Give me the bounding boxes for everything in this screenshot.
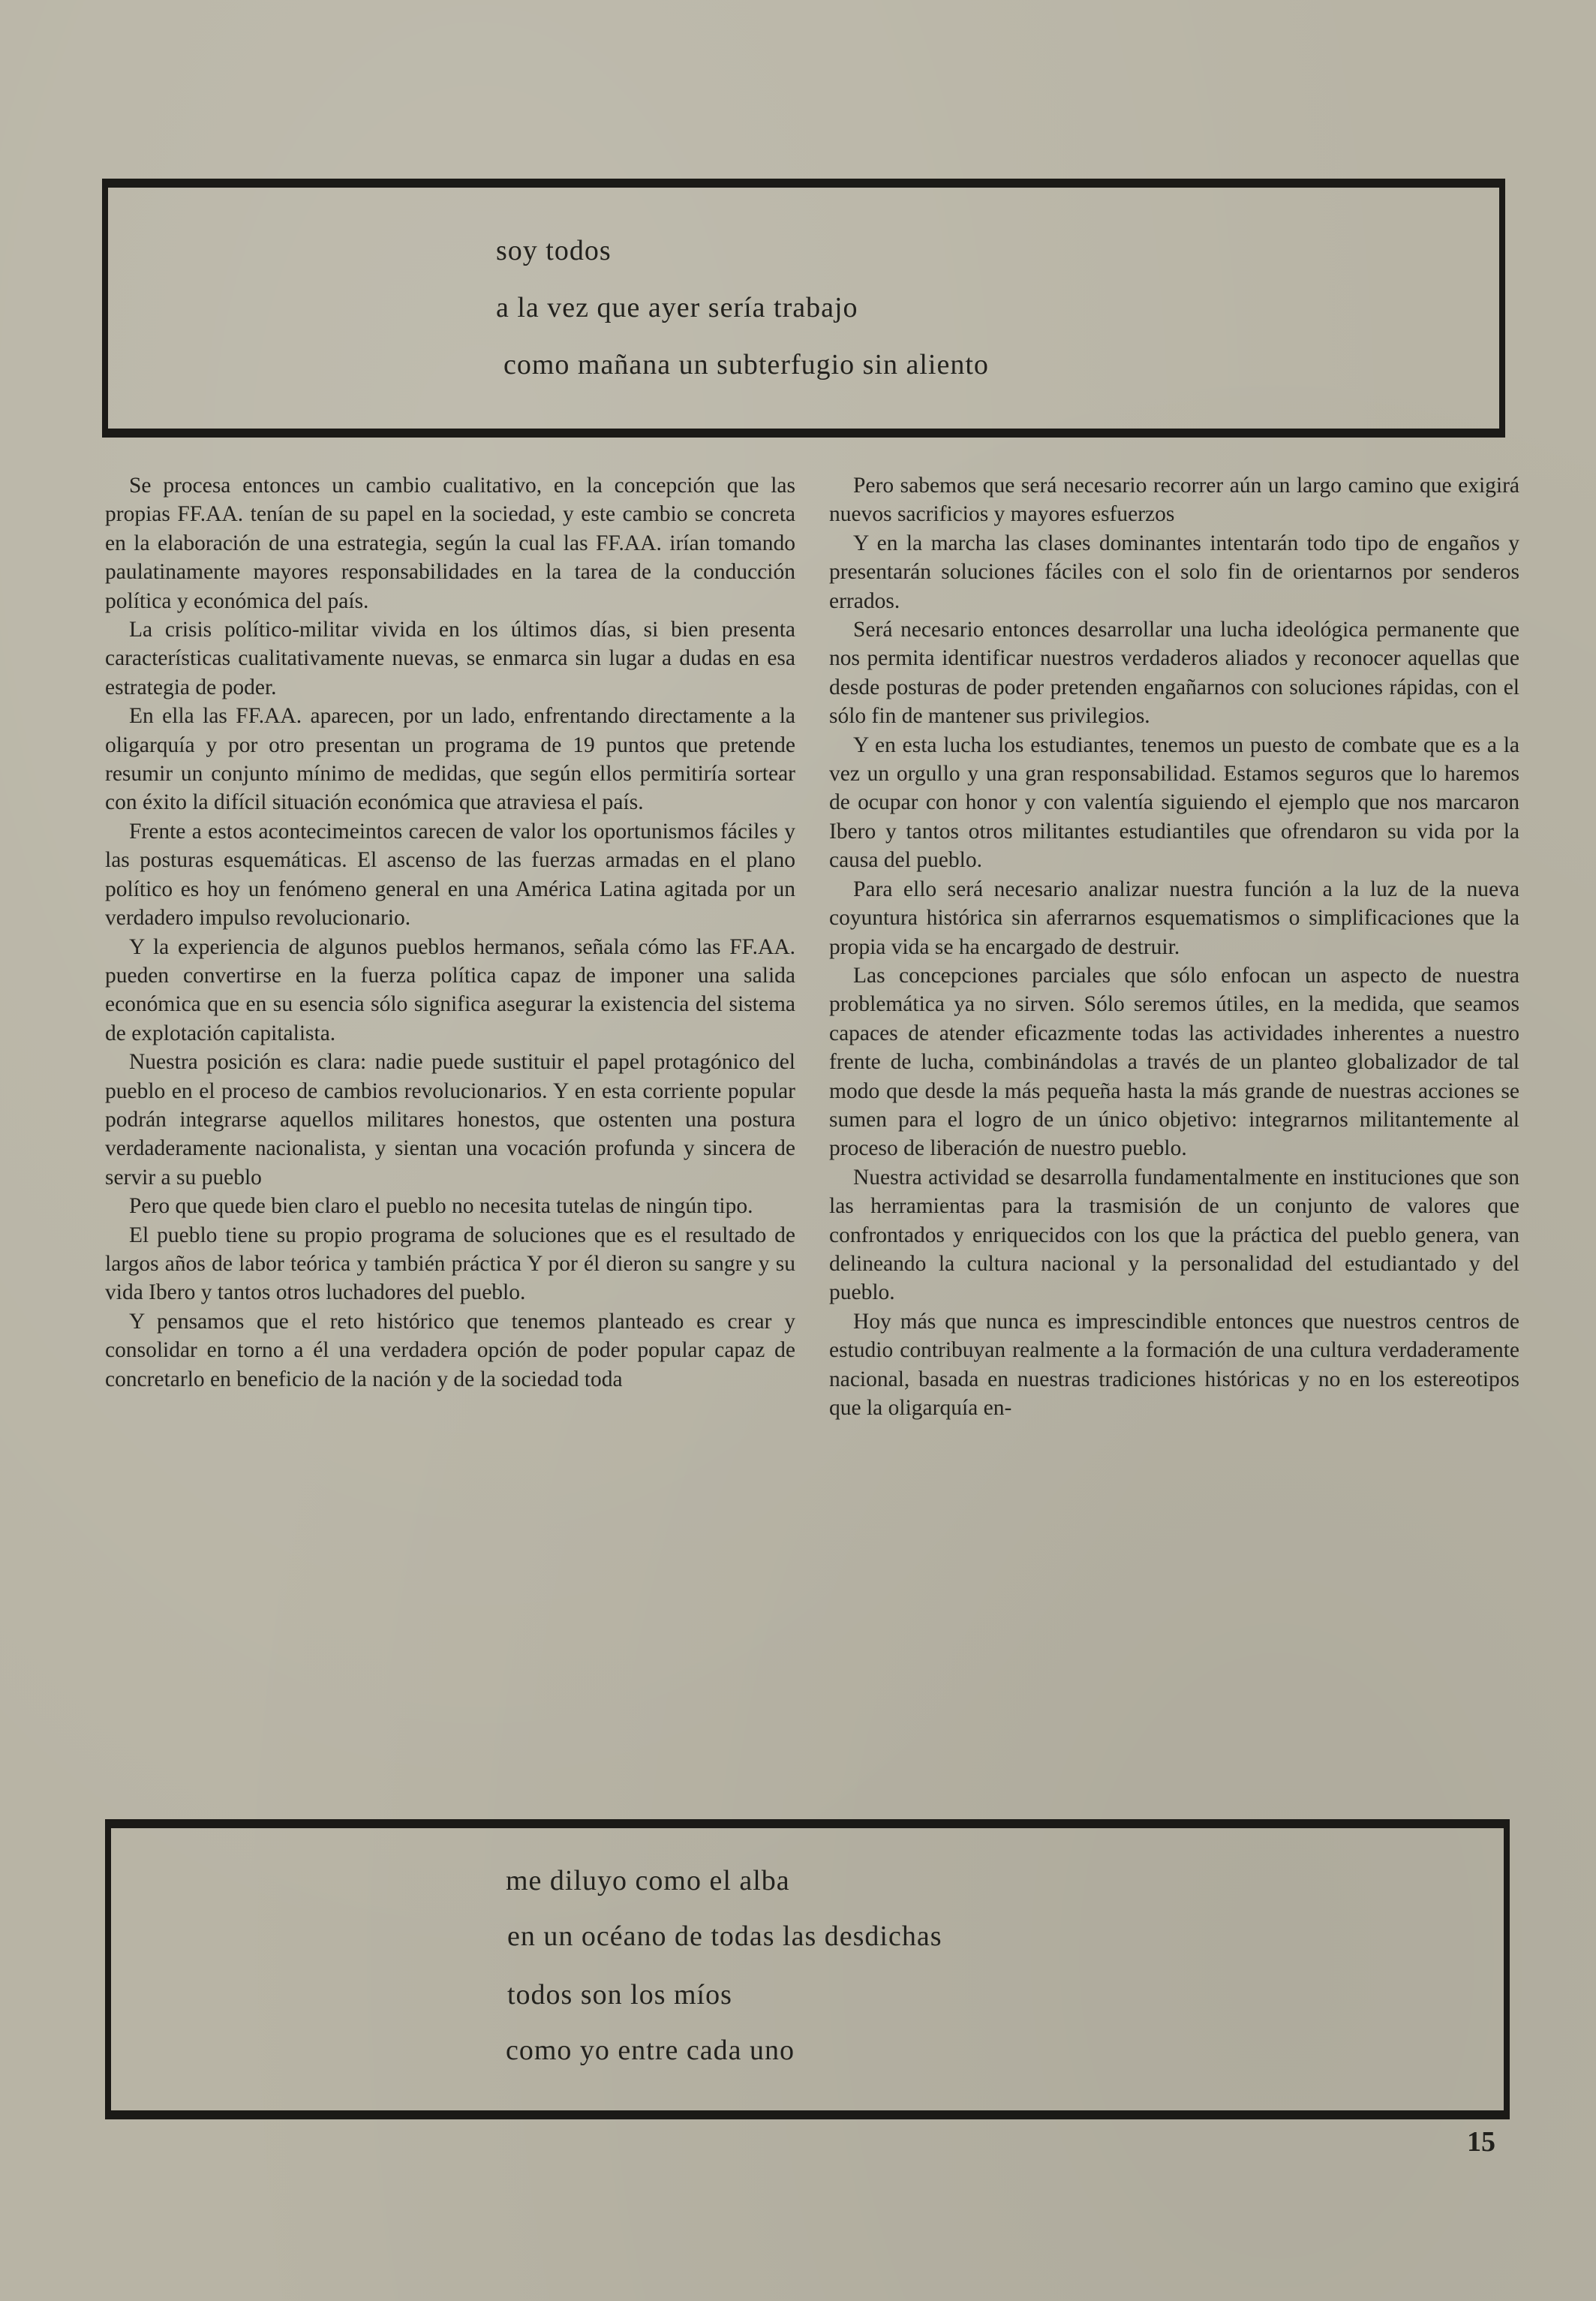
page-number: 15	[1467, 2126, 1495, 2158]
left-paragraph: Pero que quede bien claro el pueblo no necesita tutelas de ningún tipo.	[129, 1194, 753, 1219]
right-paragraph: Será necesario entonces desarrollar una lucha ideológica permanente que nos permita identificar nuestros verdaderos aliados y reconocer aquellas que desde posturas de poder pretenden engañarnos con soluciones rápidas, con el sólo fin de mantener sus privilegios.	[829, 618, 1519, 729]
left-paragraph: Y pensamos que el reto histórico que tenemos planteado es crear y consolidar en torno a él una verdadera opción de poder popular capaz de concretarlo en beneficio de la nación y de la sociedad toda	[105, 1309, 795, 1391]
right-paragraph: Las concepciones parciales que sólo enfocan un aspecto de nuestra problemática ya no sirven. Sólo seremos útiles, en la medida, que seamos capaces de atender eficazmente todas las actividades inherentes a nuestro frente de lucha, combinándolas a través de un planteo globalizador de tal modo que desde la más pequeña hasta la más grande de nuestras acciones se sumen para el logro de un único objetivo: integrarnos militantemente al proceso de liberación de nuestro pueblo.	[829, 963, 1519, 1161]
right-paragraph: Y en esta lucha los estudiantes, tenemos un puesto de combate que es a la vez un orgullo y una gran responsabilidad. Estamos seguros que lo haremos de ocupar con honor y con valentía siguiendo el ejemplo que nos marcaron Ibero y tantos otros militantes estudiantiles que ofrendaron su vida por la causa del pueblo.	[829, 732, 1519, 873]
poem-box-bottom	[105, 1819, 1510, 2119]
right-column	[829, 471, 1519, 1422]
right-paragraph: Pero sabemos que será necesario recorrer aún un largo camino que exigirá nuevos sacrificios y mayores esfuerzos	[829, 474, 1519, 527]
poem-top-line-1: soy todos	[496, 235, 612, 266]
poem-top-line-2: a la vez que ayer sería trabajo	[496, 292, 858, 323]
left-paragraph: La crisis político-militar vivida en los últimos días, si bien presenta características cualitativamente nuevas, se enmarca sin lugar a dudas en esa estrategia de poder.	[105, 618, 795, 699]
right-paragraph: Nuestra actividad se desarrolla fundamentalmente en instituciones que son las herramientas para la trasmisión de un conjunto de valores que confrontados y enriquecidos con los que la práctica del pueblo genera, van delineando la cultura nacional y la personalidad del estudiantado y del pueblo.	[829, 1165, 1519, 1305]
left-paragraph: Y la experiencia de algunos pueblos hermanos, señala cómo las FF.AA. pueden convertirse en la fuerza política capaz de imponer una salida económica que en su esencia sólo significa asegurar la existencia del sistema de explotación capitalista.	[105, 934, 795, 1045]
left-column	[105, 471, 795, 1394]
left-paragraph: Frente a estos acontecimeintos carecen de valor los oportunismos fáciles y las posturas esquemáticas. El ascenso de las fuerzas armadas en el plano político es hoy un fenómeno general en una América Latina agitada por un verdadero impulso revolucionario.	[105, 819, 795, 931]
right-paragraph: Para ello será necesario analizar nuestra función a la luz de la nueva coyuntura histórica sin aferrarnos esquematismos o simplificaciones que la propia vida se ha encargado de destruir.	[829, 877, 1519, 959]
poem-top-line-3: como mañana un subterfugio sin aliento	[503, 349, 989, 380]
poem-bottom-line-3: todos son los míos	[507, 1979, 732, 2011]
poem-bottom-line-4: como yo entre cada uno	[506, 2035, 795, 2066]
left-paragraph: El pueblo tiene su propio programa de soluciones que es el resultado de largos años de labor teórica y también práctica Y por él dieron su sangre y su vida Ibero y tantos otros luchadores del pueblo.	[105, 1223, 795, 1305]
poem-bottom-line-2: en un océano de todas las desdichas	[507, 1921, 942, 1952]
left-paragraph: En ella las FF.AA. aparecen, por un lado, enfrentando directamente a la oligarquía y por otro presentan un programa de 19 puntos que pretende resumir un conjunto mínimo de medidas, que según ellos permitiría sortear con éxito la difícil situación económica que atraviesa el país.	[105, 704, 795, 815]
left-paragraph: Nuestra posición es clara: nadie puede sustituir el papel protagónico del pueblo en el proceso de cambios revolucionarios. Y en esta corriente popular podrán integrarse aquellos militares honestos, que ostenten una postura verdaderamente nacionalista, y sientan una vocación profunda y sincera de servir a su pueblo	[105, 1050, 795, 1190]
right-paragraph: Y en la marcha las clases dominantes intentarán todo tipo de engaños y presentarán soluciones fáciles con el solo fin de orientarnos por senderos errados.	[829, 531, 1519, 613]
right-paragraph: Hoy más que nunca es imprescindible entonces que nuestros centros de estudio contribuyan realmente a la formación de una cultura verdaderamente nacional, basada en nuestras tradiciones históricas y no en los estereotipos que la oligarquía en-	[829, 1309, 1519, 1420]
left-paragraph: Se procesa entonces un cambio cualitativo, en la concepción que las propias FF.AA. tenían de su papel en la sociedad, y este cambio se concreta en la elaboración de una estrategia, según la cual las FF.AA. irían tomando paulatinamente mayores responsabilidades en la tarea de la conducción política y económica del país.	[105, 474, 795, 613]
poem-bottom-line-1: me diluyo como el alba	[506, 1865, 790, 1896]
